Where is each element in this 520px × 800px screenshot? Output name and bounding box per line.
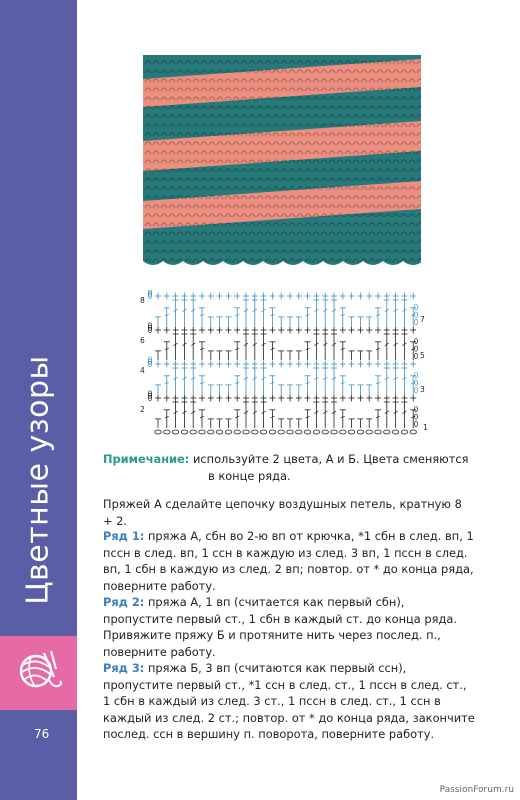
turning-chain-mark [414,387,417,392]
row-number-8: 8 [140,296,145,305]
chain-stitch-mark [172,430,178,434]
turning-chain-mark [414,319,417,324]
chain-stitch-mark [348,430,354,434]
turning-chain-mark [414,421,417,426]
chain-stitch-mark [410,430,416,434]
chain-stitch-mark [340,430,346,434]
sidebar [0,0,77,800]
row-instruction [103,660,475,743]
turning-chain-mark [414,305,417,310]
row-text: пряжа А, сбн во 2-ю вп от крючка, *1 сбн в след. вп, 1 пссн в след. вп, 1 ссн в каждую из след. 3 вп, 1 пссн в след. вп, 1 сбн в каждую из след. 2 вп; повтор. от * до конца ряда, поверните работу. [103,529,474,593]
row-number-5: 5 [420,351,425,360]
chain-stitch-mark [392,430,398,434]
chain-stitch-mark [322,430,328,434]
chain-stitch-mark [190,430,196,434]
yarn-ball-icon [14,647,64,697]
row-label: Ряд 1: [103,529,145,543]
chain-stitch-mark [181,430,187,434]
page-number-band [0,710,77,800]
turning-chain-mark [414,373,417,378]
chain-stitch-mark [199,430,205,434]
row-number-1: 1 [423,423,428,432]
chain-stitch-mark [278,430,284,434]
chain-stitch-mark [216,430,222,434]
note [103,451,475,484]
turning-chain-mark [414,353,417,358]
note-text-line1: используйте 2 цвета, А и Б. Цвета сменяются [192,452,469,466]
chain-stitch-mark [401,430,407,434]
chain-stitch-mark [243,430,249,434]
turning-chain-mark [414,407,417,412]
chain-stitch-mark [313,430,319,434]
section-title: Цветные узоры [20,355,56,605]
row-label: Ряд 2: [103,595,145,609]
row-text: пряжа Б, 3 вп (считаются как первый ссн), пропустите первый ст., *1 ссн в след. ст., 1 пссн в след. ст., 1 сбн в каждый из след. 3 ст., 1 пссн в след. ст., 1 ссн в каждый из след. 2 ст.; повтор. от * до конца ряда, закончите послед. ссн в вершину п. поворота, поверните работу. [103,661,475,741]
chain-stitch-mark [287,430,293,434]
intro-paragraph: Пряжей А сделайте цепочку воздушных петель, кратную 8 + 2. [103,497,462,528]
chain-stitch-mark [208,430,214,434]
crochet-chart [140,290,440,440]
chain-stitch-mark [269,430,275,434]
row-number-2: 2 [140,405,145,414]
note-text-line2: в конце ряда. [208,468,291,483]
page-number: 76 [34,727,50,741]
chain-stitch-mark [234,430,240,434]
chain-stitch-mark [155,430,161,434]
chain-stitch-mark [384,430,390,434]
row-number-7: 7 [420,315,425,324]
row-instruction [103,594,475,660]
chain-stitch-mark [225,430,231,434]
chain-stitch-mark [164,430,170,434]
row-instruction [103,528,475,594]
chain-stitch-mark [296,430,302,434]
row-instructions [103,528,475,743]
chain-stitch-mark [366,430,372,434]
turning-chain-mark [414,339,417,344]
chain-stitch-mark [260,430,266,434]
chain-stitch-mark [304,430,310,434]
row-text: пряжа А, 1 вп (считается как первый сбн), пропустите первый ст., 1 сбн в каждый ст. до конца ряда. Привяжите пряжу Б и протяните нить через послед. п., поверните работу. [103,595,457,659]
row-number-4: 4 [140,366,145,375]
chain-stitch-mark [331,430,337,434]
row-label: Ряд 3: [103,661,145,675]
row-number-3: 3 [420,385,425,394]
chain-stitch-mark [252,430,258,434]
row-number-6: 6 [140,336,145,345]
note-label: Примечание: [103,452,190,466]
chain-stitch-mark [357,430,363,434]
crochet-swatch-photo [143,55,421,273]
chain-stitch-mark [375,430,381,434]
watermark: PassionForum.ru [439,785,514,795]
